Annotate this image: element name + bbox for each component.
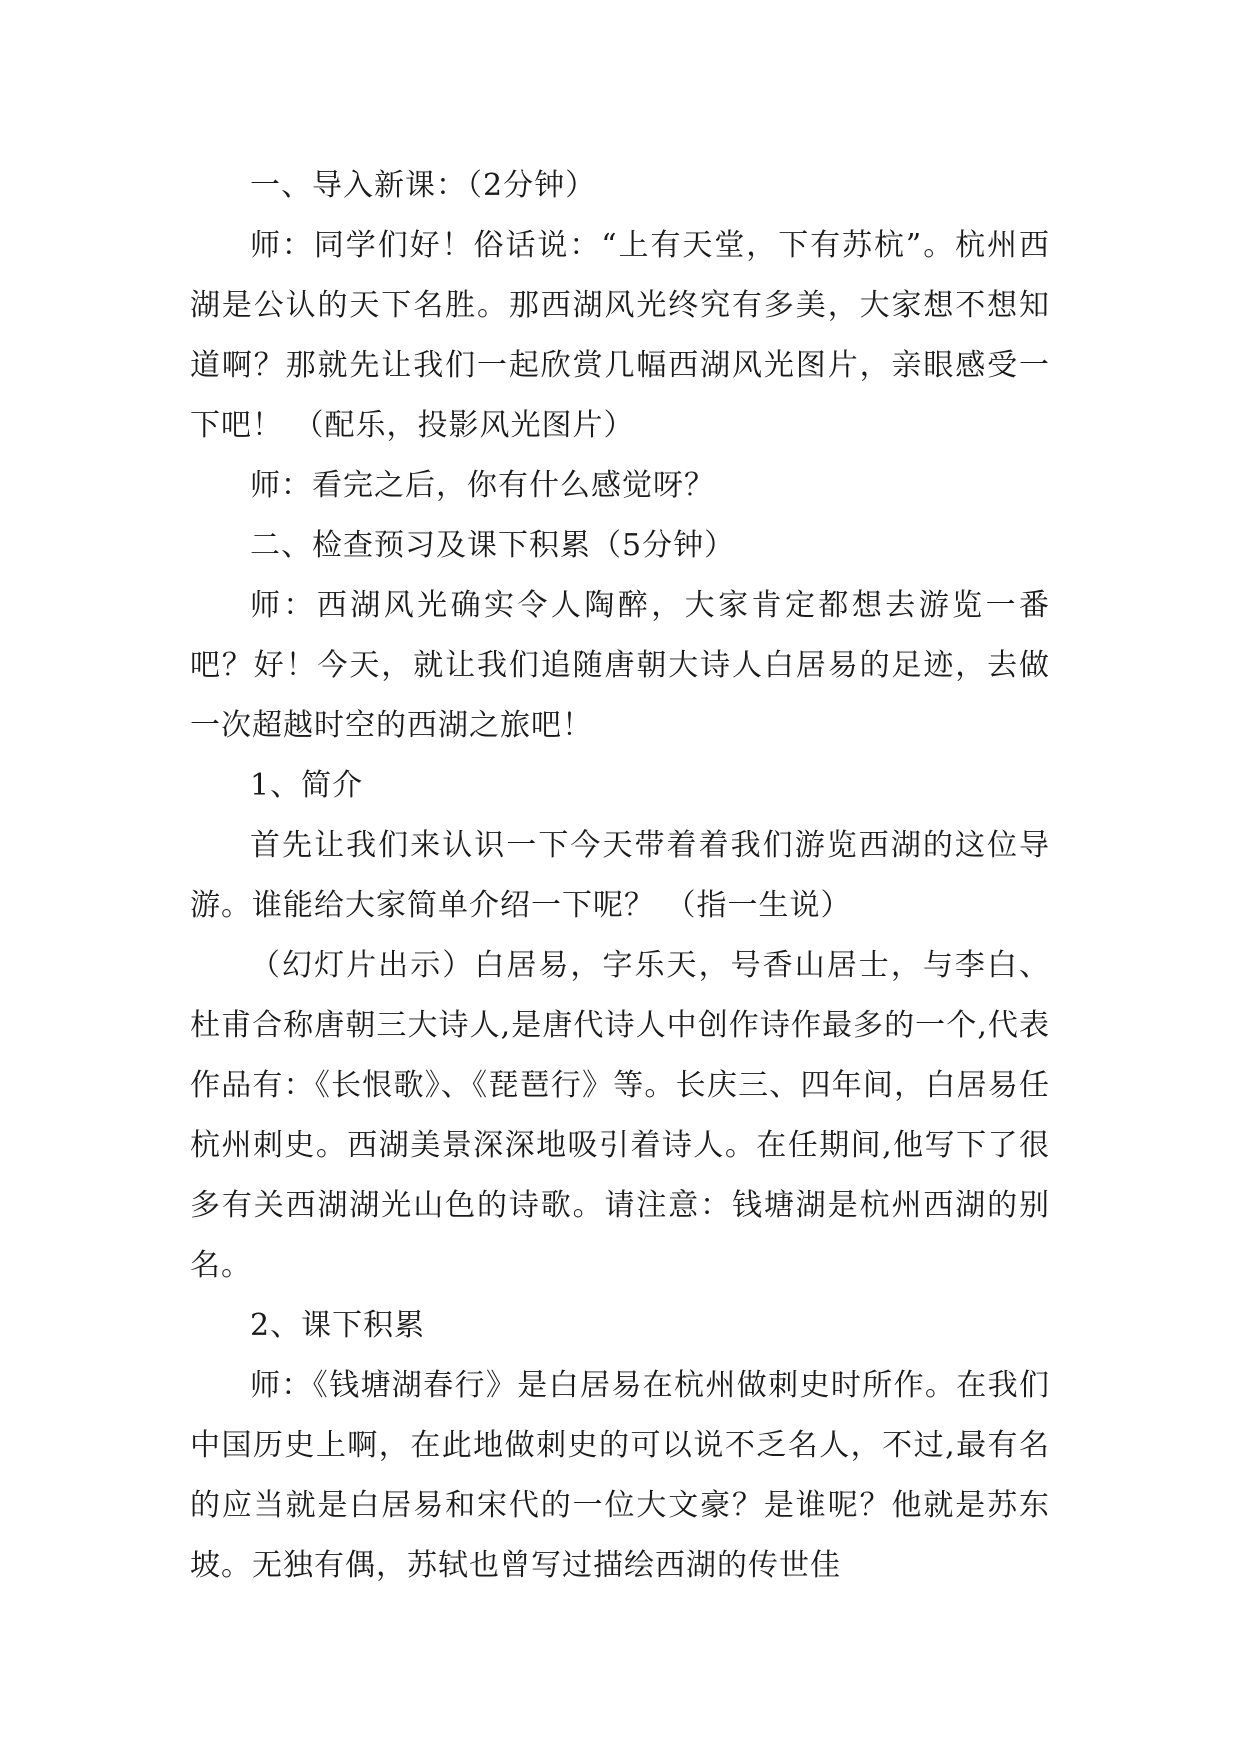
paragraph-qiantang-lake: 师：《钱塘湖春行》是白居易在杭州做刺史时所作。在我们中国历史上啊，在此地做刺史的可以说不乏名人，不过,最有名的应当就是白居易和宋代的一位大文豪？是谁呢？他就是苏东坡。无独有偶，苏轼也曾写过描绘西湖的传世佳 (190, 1368, 1050, 1583)
section-heading-intro: 一、导入新课：（2分钟） (250, 168, 597, 203)
subheading-intro: 1、简介 (250, 768, 364, 803)
paragraph-teacher-greeting: 师：同学们好！俗话说：“上有天堂，下有苏杭”。杭州西湖是公认的天下名胜。那西湖风光终究有多美，大家想不想知道啊？那就先让我们一起欣赏几幅西湖风光图片，亲眼感受一下吧！ （配乐，投影风光图片） (190, 228, 1050, 443)
document-body (190, 156, 1050, 1596)
paragraph-bai-juyi-bio: （幻灯片出示）白居易，字乐天，号香山居士，与李白、杜甫合称唐朝三大诗人,是唐代诗人中创作诗作最多的一个,代表作品有：《长恨歌》、《琵琶行》等。长庆三、四年间，白居易任杭州刺史。西湖美景深深地吸引着诗人。在任期间,他写下了很多有关西湖湖光山色的诗歌。请注意：钱塘湖是杭州西湖的别名。 (190, 948, 1050, 1283)
paragraph-teacher-journey: 师：西湖风光确实令人陶醉，大家肯定都想去游览一番吧？好！今天，就让我们追随唐朝大诗人白居易的足迹，去做一次超越时空的西湖之旅吧！ (190, 588, 1050, 743)
paragraph-guide-intro: 首先让我们来认识一下今天带着着我们游览西湖的这位导游。谁能给大家简单介绍一下呢？ （指一生说） (190, 828, 1050, 923)
subheading-accumulation: 2、课下积累 (250, 1308, 426, 1343)
paragraph-teacher-question: 师：看完之后，你有什么感觉呀？ (250, 468, 715, 503)
section-heading-preview: 二、检查预习及课下积累（5分钟） (250, 528, 736, 563)
